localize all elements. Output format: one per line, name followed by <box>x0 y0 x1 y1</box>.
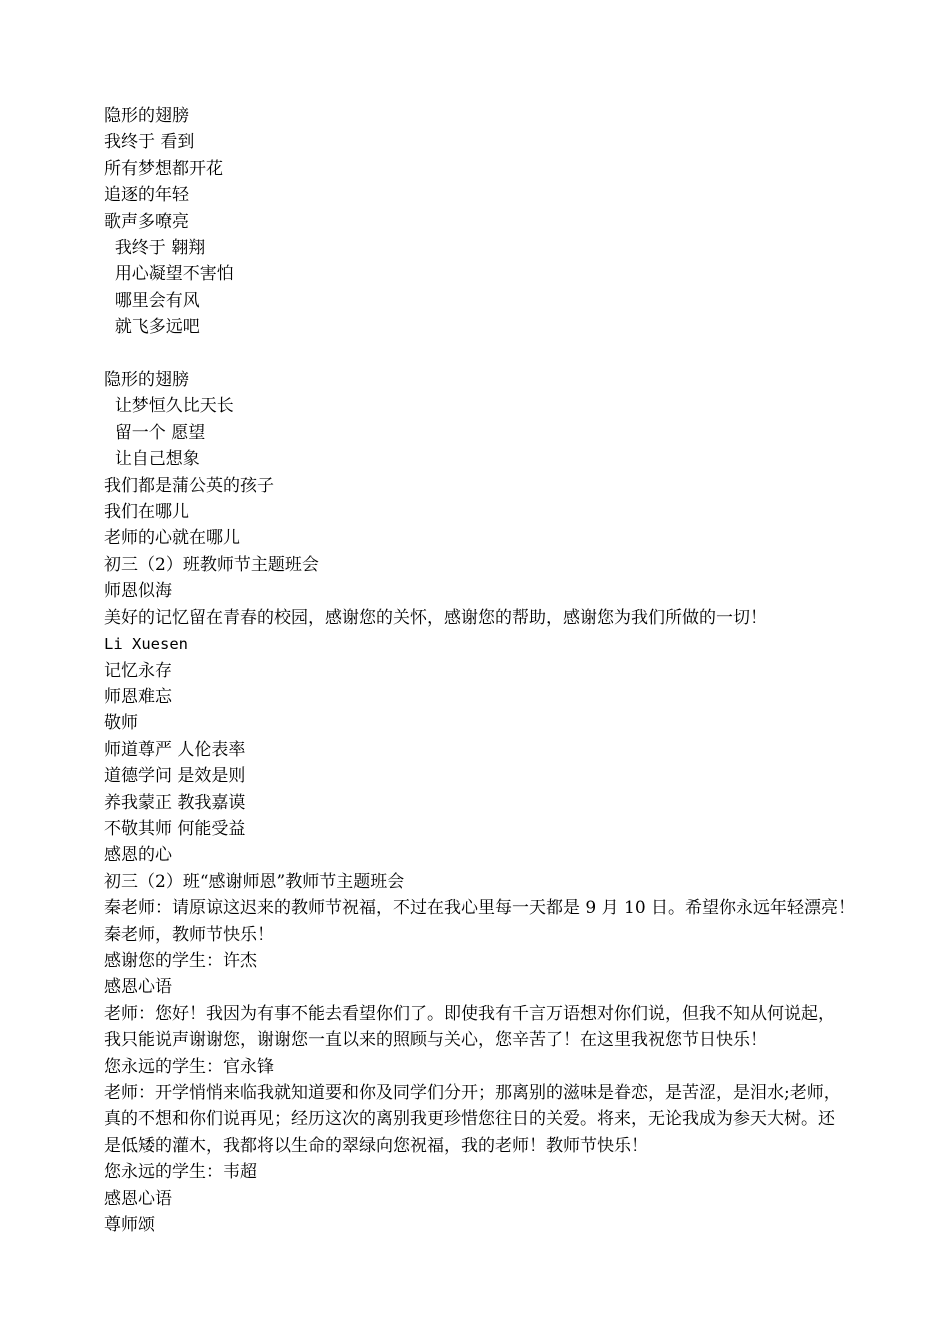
poem-line: 留一个 愿望 <box>104 422 206 443</box>
document-body <box>104 103 864 1238</box>
text-line: 记忆永存 <box>104 660 172 681</box>
poem-title: 隐形的翅膀 <box>104 106 189 126</box>
message-line: 是低矮的灌木，我都将以生命的翠绿向您祝福，我的老师！教师节快乐！ <box>104 1135 648 1156</box>
text-line: 老师的心就在哪儿 <box>104 528 240 549</box>
verse-line: 道德学问 是效是则 <box>104 766 246 787</box>
poem-line: 追逐的年轻 <box>104 185 189 206</box>
text-line: 敬师 <box>104 713 138 734</box>
verse-line: 不敬其师 何能受益 <box>104 818 246 839</box>
poem-line: 让自己想象 <box>104 449 200 470</box>
author-name: Li Xuesen <box>104 635 188 654</box>
message-line: 老师：开学悄悄来临我就知道要和你及同学们分开；那离别的滋味是眷恋，是苦涩，是泪水;老师， <box>104 1083 841 1104</box>
message-line: 真的不想和你们说再见；经历这次的离别我更珍惜您往日的关爱。将来，无论我成为参天大树。还 <box>104 1109 835 1130</box>
poem-line: 哪里会有风 <box>104 290 200 311</box>
message-line: 老师：您好！我因为有事不能去看望你们了。即使我有千言万语想对你们说，但我不知从何说起， <box>104 1003 835 1024</box>
text-line: 感恩的心 <box>104 845 172 866</box>
text-line: 感恩心语 <box>104 1188 172 1209</box>
verse-line: 养我蒙正 教我嘉谟 <box>104 792 246 813</box>
poem-title: 隐形的翅膀 <box>104 370 189 391</box>
text-line: 美好的记忆留在青春的校园，感谢您的关怀，感谢您的帮助，感谢您为我们所做的一切！ <box>104 607 767 628</box>
verse-line: 师道尊严 人伦表率 <box>104 739 246 760</box>
text-line: 感恩心语 <box>104 977 172 998</box>
poem-line: 我终于 看到 <box>104 132 195 153</box>
poem-line: 所有梦想都开花 <box>104 158 223 179</box>
message-line: 我只能说声谢谢您，谢谢您一直以来的照顾与关心，您辛苦了！在这里我祝您节日快乐！ <box>104 1030 767 1051</box>
signature-line: 感谢您的学生：许杰 <box>104 950 257 971</box>
poem-line: 就飞多远吧 <box>104 317 200 338</box>
message-line: 秦老师：请原谅这迟来的教师节祝福，不过在我心里每一天都是 9 月 10 日。希望你永远年轻漂亮！ <box>104 898 856 919</box>
message-line: 秦老师，教师节快乐！ <box>104 924 274 945</box>
poem-line: 用心凝望不害怕 <box>104 264 234 285</box>
poem-line: 歌声多嘹亮 <box>104 211 189 232</box>
text-line: 我们在哪儿 <box>104 502 189 523</box>
signature-line: 您永远的学生：韦超 <box>104 1162 257 1183</box>
text-line: 尊师颂 <box>104 1215 155 1236</box>
blank-line <box>104 341 864 367</box>
poem-line: 我终于 翱翔 <box>104 238 206 259</box>
poem-line: 让梦恒久比天长 <box>104 396 234 417</box>
section-heading: 初三（2）班“感谢师恩”教师节主题班会 <box>104 871 405 892</box>
section-heading: 初三（2）班教师节主题班会 <box>104 554 319 575</box>
text-line: 我们都是蒲公英的孩子 <box>104 475 274 496</box>
text-line: 师恩难忘 <box>104 686 172 707</box>
text-line: 师恩似海 <box>104 581 172 602</box>
signature-line: 您永远的学生：官永锋 <box>104 1056 274 1077</box>
